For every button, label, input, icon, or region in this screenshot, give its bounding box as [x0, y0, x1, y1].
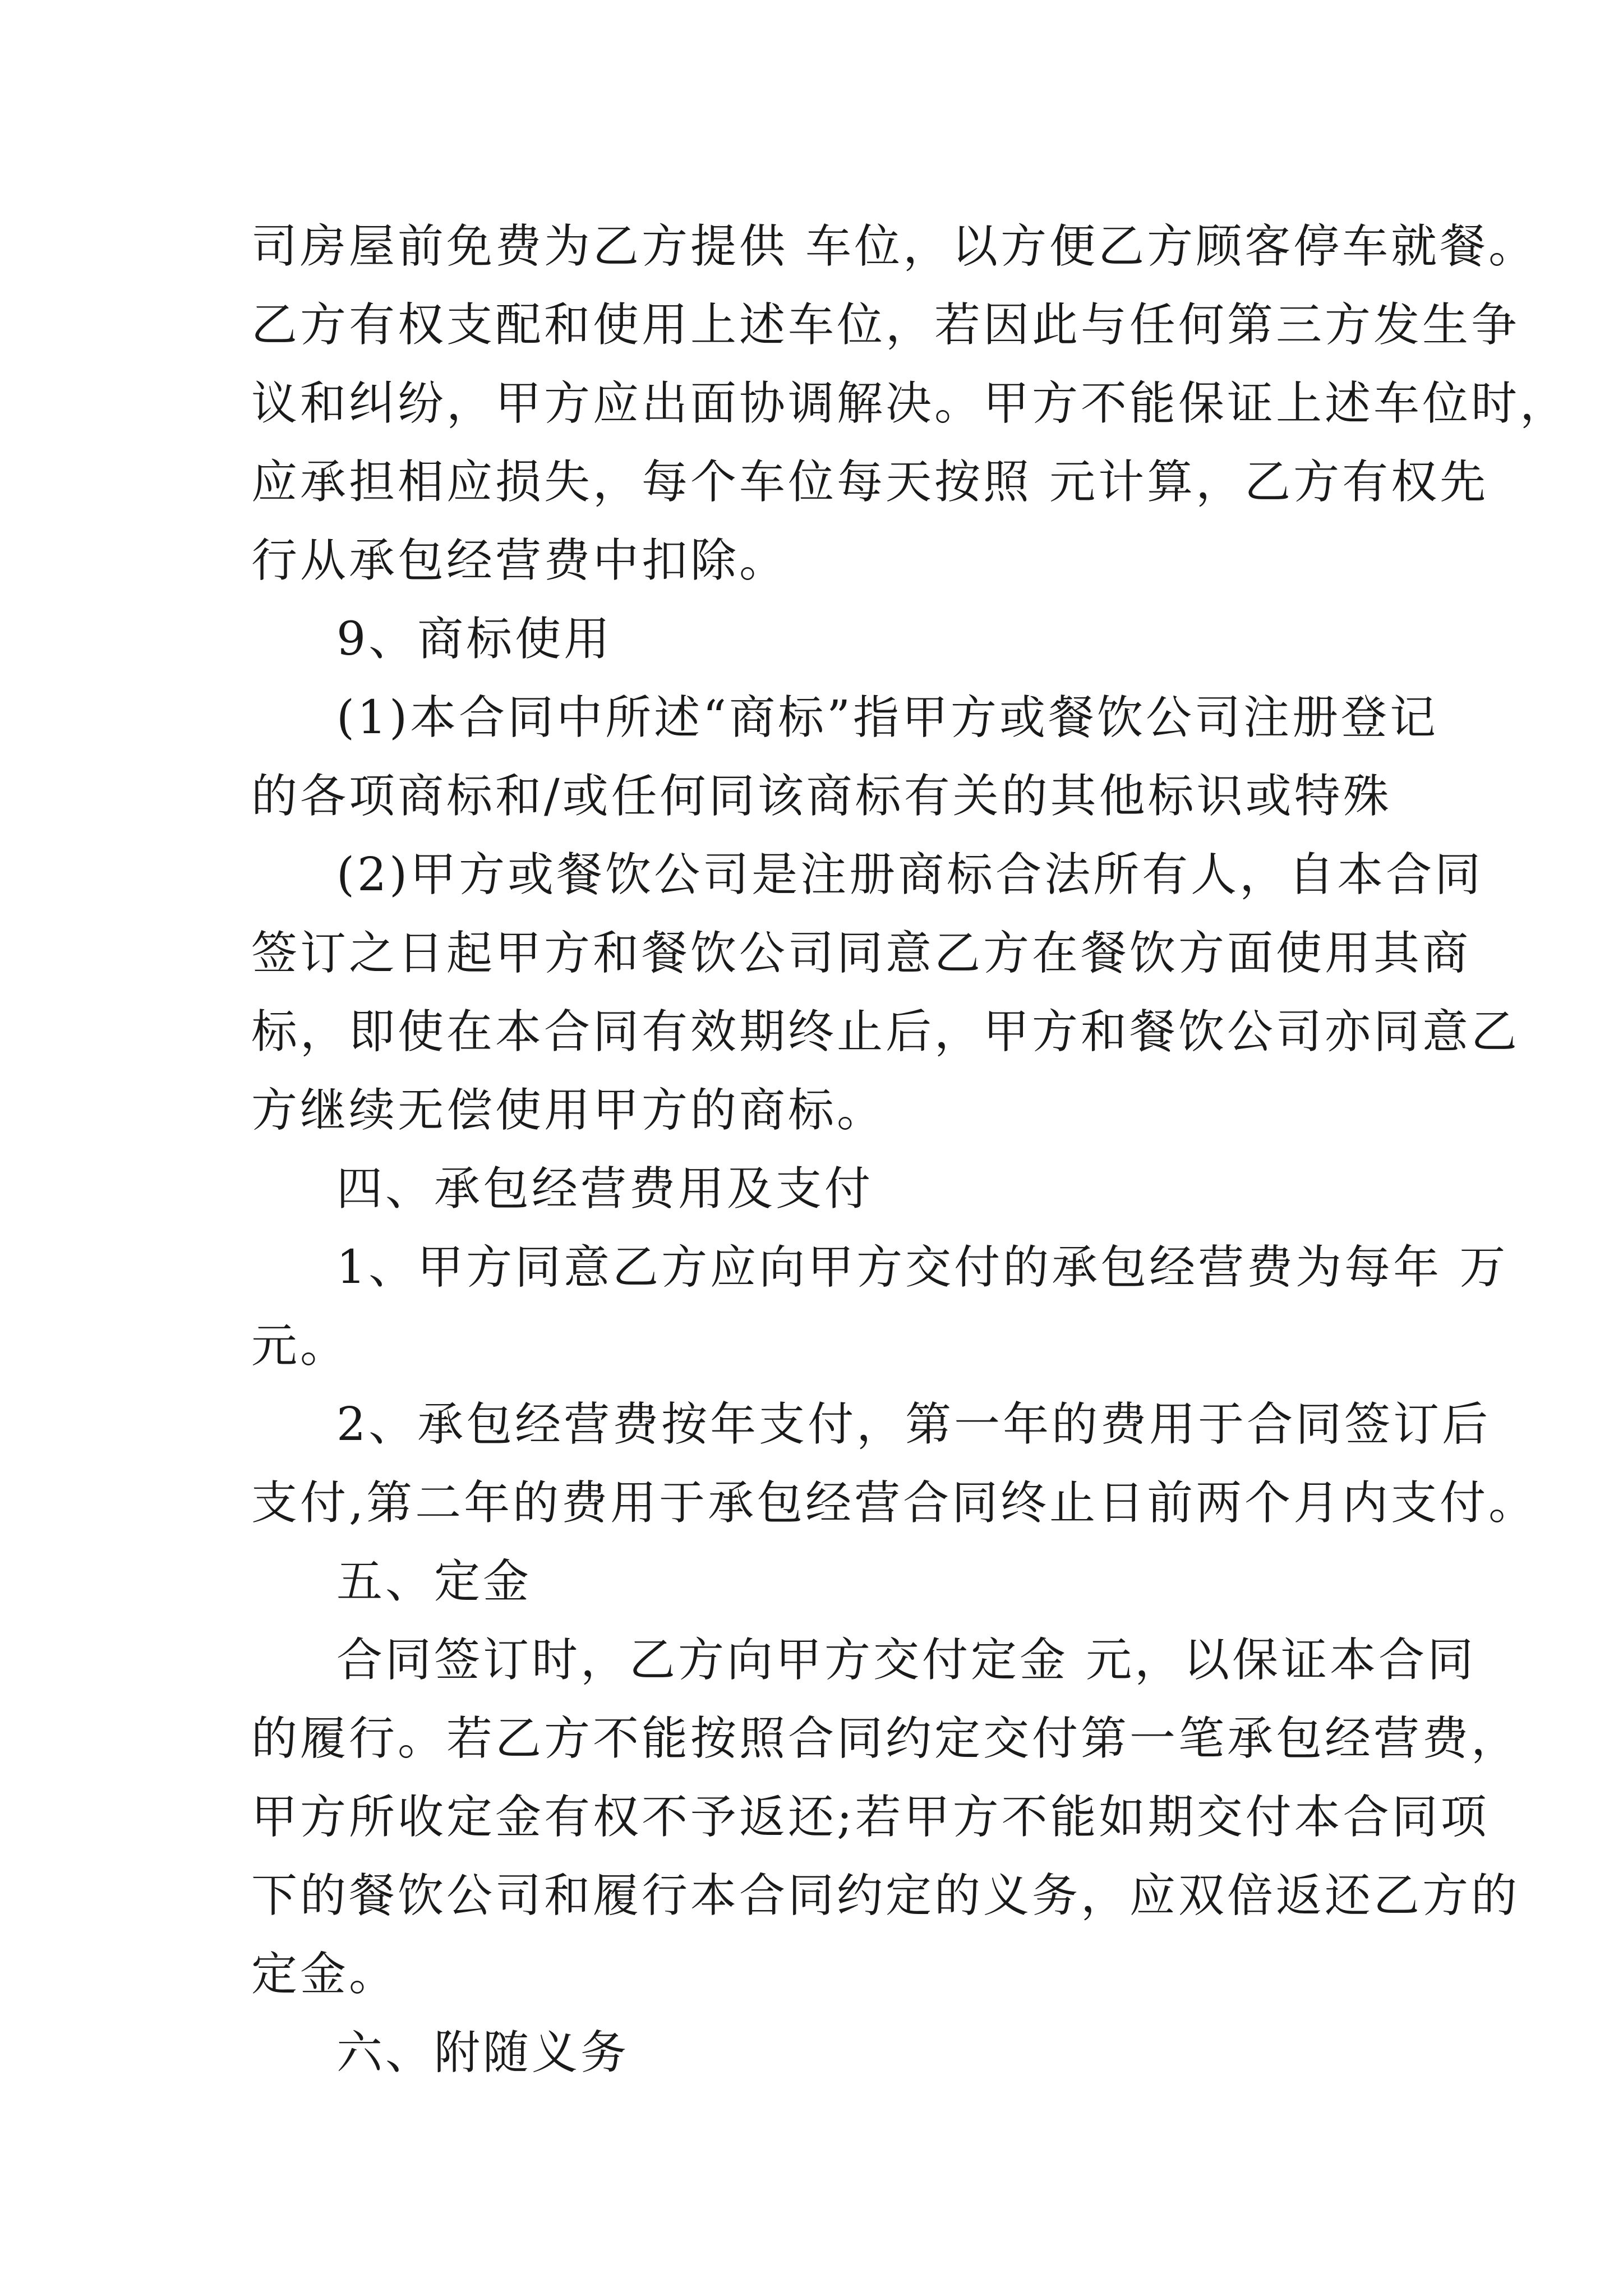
text-line: 司房屋前免费为乙方提供 车位，以方便乙方顾客停车就餐。: [251, 220, 1538, 273]
text-line: 甲方所收定金有权不予返还;若甲方不能如期交付本合同项: [251, 1791, 1490, 1844]
text-line: 议和纠纷，甲方应出面协调解决。甲方不能保证上述车位时，: [251, 377, 1569, 430]
text-line: (1)本合同中所述“商标”指甲方或餐饮公司注册登记: [336, 691, 1438, 744]
text-line: 元。: [251, 1319, 349, 1373]
text-line: 支付,第二年的费用于承包经营合同终止日前两个月内支付。: [251, 1476, 1538, 1530]
text-line: (2)甲方或餐饮公司是注册商标合法所有人，自本合同: [336, 848, 1484, 901]
text-line: 行从承包经营费中扣除。: [251, 534, 789, 587]
text-line: 应承担相应损失，每个车位每天按照 元计算，乙方有权先: [251, 455, 1489, 509]
text-line: 方继续无偿使用甲方的商标。: [251, 1084, 886, 1137]
text-line: 签订之日起甲方和餐饮公司同意乙方在餐饮方面使用其商: [251, 927, 1472, 980]
section-heading: 四、承包经营费用及支付: [336, 1162, 874, 1216]
text-line: 定金。: [251, 1948, 398, 2001]
text-line: 1、甲方同意乙方应向甲方交付的承包经营费为每年 万: [336, 1241, 1509, 1294]
text-line: 的各项商标和/或任何同该商标有关的其他标识或特殊: [251, 770, 1392, 823]
text-line: 合同签订时，乙方向甲方交付定金 元，以保证本合同: [336, 1634, 1477, 1687]
text-line: 标，即使在本合同有效期终止后，甲方和餐饮公司亦同意乙: [251, 1005, 1520, 1059]
text-line: 2、承包经营费按年支付，第一年的费用于合同签订后: [336, 1398, 1491, 1451]
text-line: 乙方有权支配和使用上述车位，若因此与任何第三方发生争: [251, 298, 1520, 352]
section-heading: 9、商标使用: [336, 613, 613, 666]
section-heading: 六、附随义务: [336, 2026, 630, 2079]
section-heading: 五、定金: [336, 1555, 532, 1608]
text-line: 下的餐饮公司和履行本合同约定的义务，应双倍返还乙方的: [251, 1869, 1520, 1922]
text-line: 的履行。若乙方不能按照合同约定交付第一笔承包经营费，: [251, 1712, 1520, 1765]
